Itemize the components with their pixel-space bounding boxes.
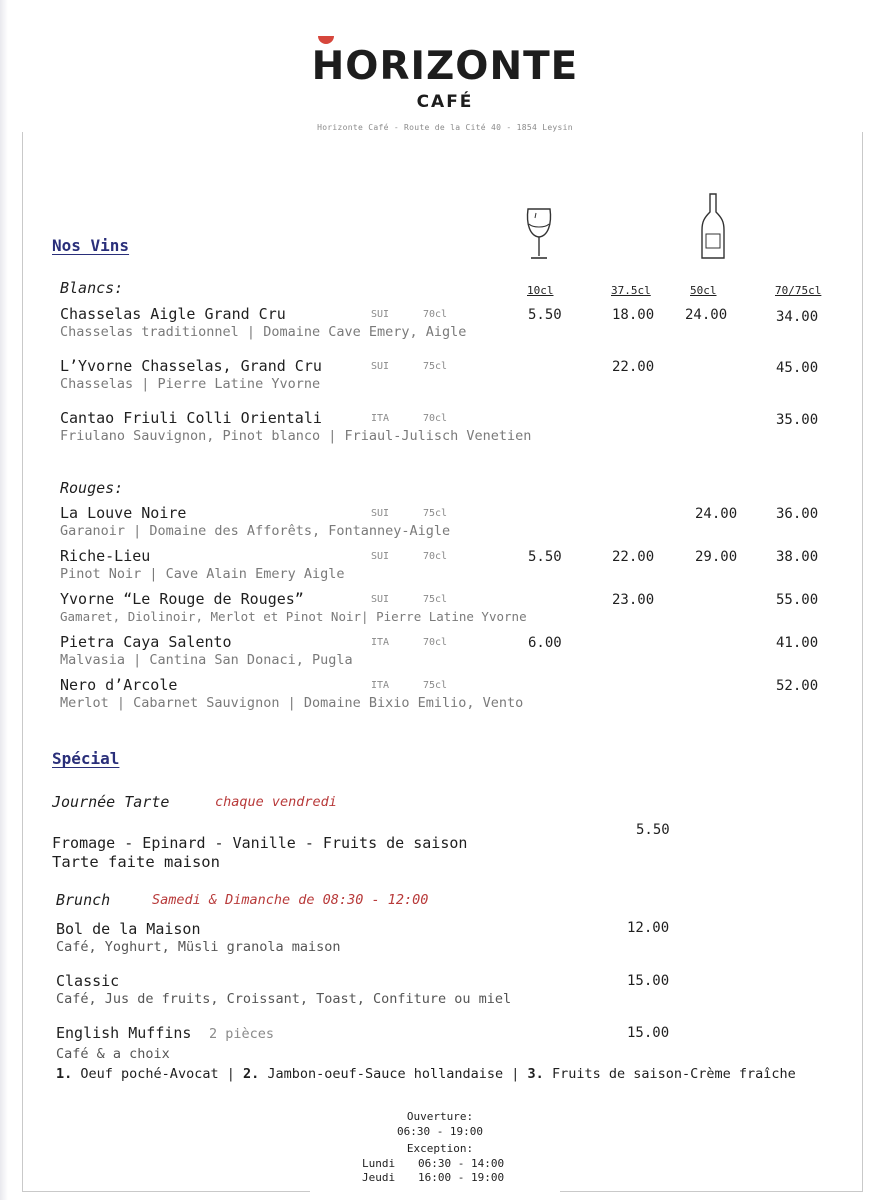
wine-price-37-5cl: 23.00	[612, 592, 655, 608]
option-text: Oeuf poché-Avocat	[80, 1066, 219, 1082]
wine-bottle-icon	[700, 192, 726, 262]
wine-size: 70cl	[423, 637, 448, 648]
wine-price-10cl: 5.50	[528, 549, 562, 565]
wine-description: Gamaret, Diolinoir, Merlot et Pinot Noir| Pierre Latine Yvorne	[60, 609, 527, 624]
wine-name: L’Yvorne Chasselas, Grand Cru	[60, 357, 322, 375]
volume-header-37-5cl: 37.5cl	[611, 284, 651, 297]
volume-header-10cl: 10cl	[527, 284, 554, 297]
muffin-options-line	[56, 1066, 796, 1082]
exception-day: Jeudi	[362, 1171, 396, 1184]
hours-time: 06:30 - 19:00	[396, 1125, 484, 1138]
option-separator: |	[226, 1066, 235, 1082]
brunch-item-price: 15.00	[627, 973, 670, 989]
wine-size: 75cl	[423, 361, 448, 372]
wine-description: Chasselas traditionnel | Domaine Cave Emery, Aigle	[60, 324, 467, 340]
frame-bottom-border	[22, 1191, 310, 1192]
wine-description: Merlot | Cabarnet Sauvignon | Domaine Bixio Emilio, Vento	[60, 695, 524, 711]
option-text: Jambon-oeuf-Sauce hollandaise	[267, 1066, 504, 1082]
brunch-item-description: Café & a choix	[56, 1046, 170, 1062]
wine-glass-icon	[524, 206, 554, 262]
wine-price-10cl: 5.50	[528, 307, 562, 323]
wine-price-70-75cl: 36.00	[776, 506, 819, 522]
wine-price-70-75cl: 41.00	[776, 635, 819, 651]
brunch-title: Brunch	[56, 891, 111, 909]
category-label-rouges: Rouges:	[60, 479, 124, 497]
brunch-item-description: Café, Yoghurt, Müsli granola maison	[56, 939, 341, 955]
wine-country: ITA	[371, 413, 390, 424]
option-number: 3.	[527, 1066, 544, 1082]
tarte-price: 5.50	[636, 822, 670, 838]
wine-size: 75cl	[423, 680, 448, 691]
tarte-description: Tarte faite maison	[52, 853, 220, 871]
wine-name: Pietra Caya Salento	[60, 633, 232, 651]
wine-description: Pinot Noir | Cave Alain Emery Aigle	[60, 566, 345, 582]
volume-header-70-75cl: 70/75cl	[775, 284, 822, 297]
wine-country: ITA	[371, 637, 390, 648]
frame-left-border	[22, 132, 23, 1192]
brunch-item-price: 15.00	[627, 1025, 670, 1041]
wine-name: Cantao Friuli Colli Orientali	[60, 409, 322, 427]
brunch-item-name: Bol de la Maison	[56, 920, 201, 938]
wine-price-70-75cl: 34.00	[776, 309, 819, 325]
wine-description: Malvasia | Cantina San Donaci, Pugla	[60, 652, 353, 668]
wine-description: Garanoir | Domaine des Afforêts, Fontanney-Aigle	[60, 523, 451, 539]
brunch-item-extra: 2 pièces	[209, 1026, 275, 1042]
tarte-note: chaque vendredi	[215, 794, 337, 810]
wine-price-50cl: 24.00	[695, 506, 738, 522]
wine-name: Nero d’Arcole	[60, 676, 178, 694]
wine-country: SUI	[371, 309, 390, 320]
brunch-item-description: Café, Jus de fruits, Croissant, Toast, Confiture ou miel	[56, 991, 512, 1007]
wine-name: Chasselas Aigle Grand Cru	[60, 305, 286, 323]
wine-price-50cl: 24.00	[685, 307, 728, 323]
exception-day: Lundi	[362, 1157, 396, 1170]
exception-label: Exception:	[406, 1142, 474, 1155]
wine-description: Chasselas | Pierre Latine Yvorne	[60, 376, 321, 392]
hours-label: Ouverture:	[406, 1110, 474, 1123]
wine-size: 75cl	[423, 508, 448, 519]
frame-bottom-border-right	[560, 1191, 863, 1192]
wine-size: 70cl	[423, 309, 448, 320]
wine-price-70-75cl: 45.00	[776, 360, 819, 376]
wine-country: SUI	[371, 361, 390, 372]
wine-country: SUI	[371, 594, 390, 605]
wine-size: 70cl	[423, 551, 448, 562]
brand-subtitle: CAFÉ	[416, 92, 474, 112]
wine-country: SUI	[371, 508, 390, 519]
logo-dot-icon	[318, 36, 334, 44]
wine-description: Friulano Sauvignon, Pinot blanco | Friaul-Julisch Venetien	[60, 428, 532, 444]
wine-price-37-5cl: 22.00	[612, 549, 655, 565]
wine-price-37-5cl: 18.00	[612, 307, 655, 323]
brunch-item-price: 12.00	[627, 920, 670, 936]
brunch-item-name: Classic	[56, 972, 120, 990]
brunch-item-name: English Muffins	[56, 1024, 192, 1042]
address-line: Horizonte Café - Route de la Cité 40 - 1854 Leysin	[317, 123, 573, 132]
category-label-blancs: Blancs:	[60, 279, 124, 297]
brunch-note: Samedi & Dimanche de 08:30 - 12:00	[152, 892, 429, 908]
wine-size: 70cl	[423, 413, 448, 424]
wine-name: Riche-Lieu	[60, 547, 151, 565]
option-number: 1.	[56, 1066, 73, 1082]
wine-price-37-5cl: 22.00	[612, 359, 655, 375]
frame-right-border	[862, 132, 863, 1192]
volume-header-50cl: 50cl	[690, 284, 717, 297]
option-number: 2.	[243, 1066, 260, 1082]
wine-size: 75cl	[423, 594, 448, 605]
wine-price-70-75cl: 55.00	[776, 592, 819, 608]
wine-price-70-75cl: 35.00	[776, 412, 819, 428]
option-text: Fruits de saison-Crème fraîche	[551, 1066, 796, 1082]
wine-price-70-75cl: 38.00	[776, 549, 819, 565]
special-section-title: Spécial	[52, 749, 120, 768]
exception-time: 06:30 - 14:00	[418, 1157, 505, 1170]
wine-country: SUI	[371, 551, 390, 562]
option-separator: |	[511, 1066, 520, 1082]
wines-section-title: Nos Vins	[52, 236, 130, 255]
wine-name: La Louve Noire	[60, 504, 187, 522]
wine-price-70-75cl: 52.00	[776, 678, 819, 694]
exception-time: 16:00 - 19:00	[418, 1171, 505, 1184]
page-edge-shadow	[0, 0, 8, 1200]
tarte-flavors: Fromage - Epinard - Vanille - Fruits de saison	[52, 834, 468, 852]
tarte-title: Journée Tarte	[52, 793, 170, 811]
wine-price-50cl: 29.00	[695, 549, 738, 565]
brand-title: HORIZONTE	[311, 44, 579, 89]
wine-name: Yvorne “Le Rouge de Rouges”	[60, 590, 304, 608]
wine-country: ITA	[371, 680, 390, 691]
wine-price-10cl: 6.00	[528, 635, 562, 651]
